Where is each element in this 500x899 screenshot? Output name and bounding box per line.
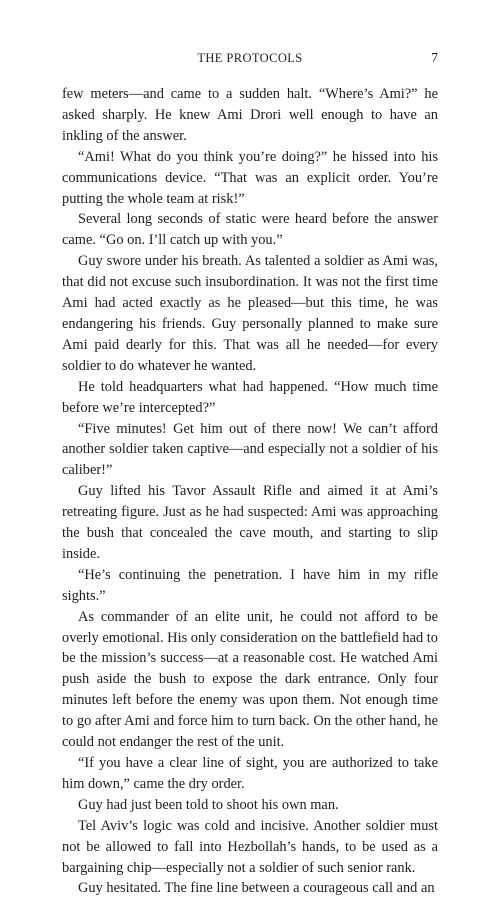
paragraph: Guy lifted his Tavor Assault Rifle and aimed it at Ami’s retreating figure. Just as he had suspected: Ami was approaching the bush that concealed the cave mouth, and starting to slip inside. <box>62 483 438 562</box>
paragraph: “Five minutes! Get him out of there now! We can’t afford another soldier taken captive—and especially not a soldier of his caliber!” <box>62 420 438 479</box>
running-header <box>62 49 438 67</box>
paragraph: He told headquarters what had happened. “How much time before we’re intercepted?” <box>62 378 438 416</box>
paragraph: As commander of an elite unit, he could not afford to be overly emotional. His only consideration on the battlefield had to be the mission’s success—at a reasonable cost. He watched Ami push aside the bush to expose the dark entrance. Only four minutes left before the enemy was upon them. Not enough time to go after Ami and force him to turn back. On the other hand, he could not endanger the rest of the unit. <box>62 608 438 751</box>
paragraph: Guy hesitated. The fine line between a courageous call and an <box>78 880 435 897</box>
paragraph: “He’s continuing the penetration. I have him in my rifle sights.” <box>62 566 438 604</box>
page-number: 7 <box>431 50 438 65</box>
paragraph: “If you have a clear line of sight, you are authorized to take him down,” came the dry order. <box>62 755 438 792</box>
paragraph: Guy had just been told to shoot his own man. <box>78 796 339 813</box>
paragraph: few meters—and came to a sudden halt. “Where’s Ami?” he asked sharply. He knew Ami Drori well enough to have an inkling of the answer. <box>62 86 438 144</box>
paragraph: Several long seconds of static were heard before the answer came. “Go on. I’ll catch up with you.” <box>62 211 438 249</box>
paragraph: Tel Aviv’s logic was cold and incisive. Another soldier must not be allowed to fall into Hezbollah’s hands, to be used as a bargaining chip—especially not a soldier of such senior rank. <box>62 817 438 876</box>
paragraph: Guy swore under his breath. As talented a soldier as Ami was, that did not excuse such insubordination. It was not the first time Ami had acted exactly as he pleased—but this time, he was endangering his friends. Guy personally planned to make sure Ami paid dearly for this. That was all he needed—for every soldier to do whatever he wanted. <box>62 253 438 374</box>
running-head-title: THE PROTOCOLS <box>197 51 303 65</box>
body-text <box>62 84 438 899</box>
paragraph: “Ami! What do you think you’re doing?” he hissed into his communications device. “That was an explicit order. You’re putting the whole team at risk!” <box>62 148 438 207</box>
